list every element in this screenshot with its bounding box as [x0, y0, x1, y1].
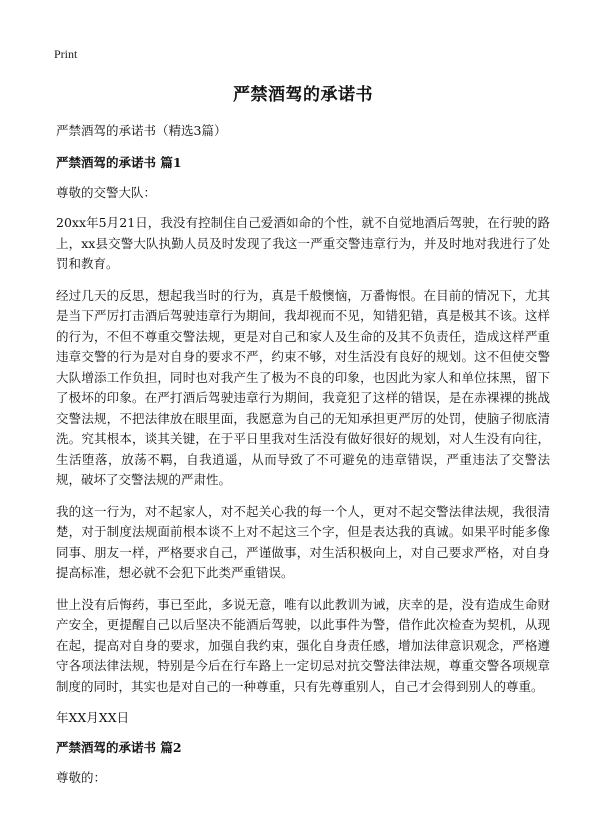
section-heading-1: 严禁酒驾的承诺书 篇1 — [56, 155, 182, 170]
section-heading-2: 严禁酒驾的承诺书 篇2 — [56, 740, 182, 755]
document-body — [56, 80, 550, 798]
paragraph: 经过几天的反思，想起我当时的行为，真是千般懊恼，万番悔恨。在目前的情况下，尤其是当下严厉打击酒后驾驶违章行为期间，我却视而不见，知错犯错，真是极其不该。这样的行为，不但不尊重交警法规，更是对自己和家人及生命的及其不负责任，造成这样严重违章交警的行为是对自身的要求不严，约束不够，对生活没有良好的规划。这不但使交警大队增添工作负担，同时也对我产生了极为不良的印象，也因此为家人和单位抹黑，留下了极坏的印象。在严打酒后驾驶违章行为期间，我竟犯了这样的错误，是在赤裸裸的挑战交警法规，不把法律放在眼里面，我愿意为自己的无知承担更严厉的处罚，使脑子彻底清洗。究其根本，谈其关键，在于平日里我对生活没有做好很好的规划，对人生没有向往，生活堕落，放荡不羁，自我逍遥，从而导致了不可避免的违章错误，严重违法了交警法规，破坏了交警法规的严肃性。 — [56, 287, 550, 487]
print-link[interactable]: Print — [54, 47, 78, 61]
document-subtitle: 严禁酒驾的承诺书（精选3篇） — [56, 123, 227, 138]
paragraph: 世上没有后悔药，事已至此，多说无意，唯有以此教训为诫，庆幸的是，没有造成生命财产安全，更提醒自己以后坚决不能酒后驾驶，以此事件为警，借作此次检查为契机，从现在起，提高对自身的要求，加强自我约束，强化自身责任感，增加法律意识观念，严格遵守各项法律法规，特别是今后在行车路上一定切忌对抗交警法律法规，尊重交警各项规章制度的同时，其实也是对自己的一种尊重，只有先尊重别人，自己才会得到别人的尊重。 — [56, 596, 550, 694]
salutation-2: 尊敬的： — [56, 770, 107, 785]
paragraph: 20xx年5月21日，我没有控制住自己爱酒如命的个性，就不自觉地酒后驾驶，在行驶的路上，xx县交警大队执勤人员及时发现了我这一严重交警违章行为，并及时地对我进行了处罚和教育。 — [56, 215, 550, 271]
paragraph: 我的这一行为，对不起家人，对不起关心我的每一个人，更对不起交警法律法规，我很清楚，对于制度法规面前根本谈不上对不起这三个字，但是表达我的真诚。如果平时能多像同事、朋友一样，严格要求自己，严谨做事，对生活积极向上，对自己要求严格，对自身提高标准，想必就不会犯下此类严重错误。 — [56, 503, 550, 580]
salutation-1: 尊敬的交警大队： — [56, 185, 157, 200]
page-title: 严禁酒驾的承诺书 — [233, 85, 373, 105]
date-line: 年XX月XX日 — [56, 710, 130, 725]
